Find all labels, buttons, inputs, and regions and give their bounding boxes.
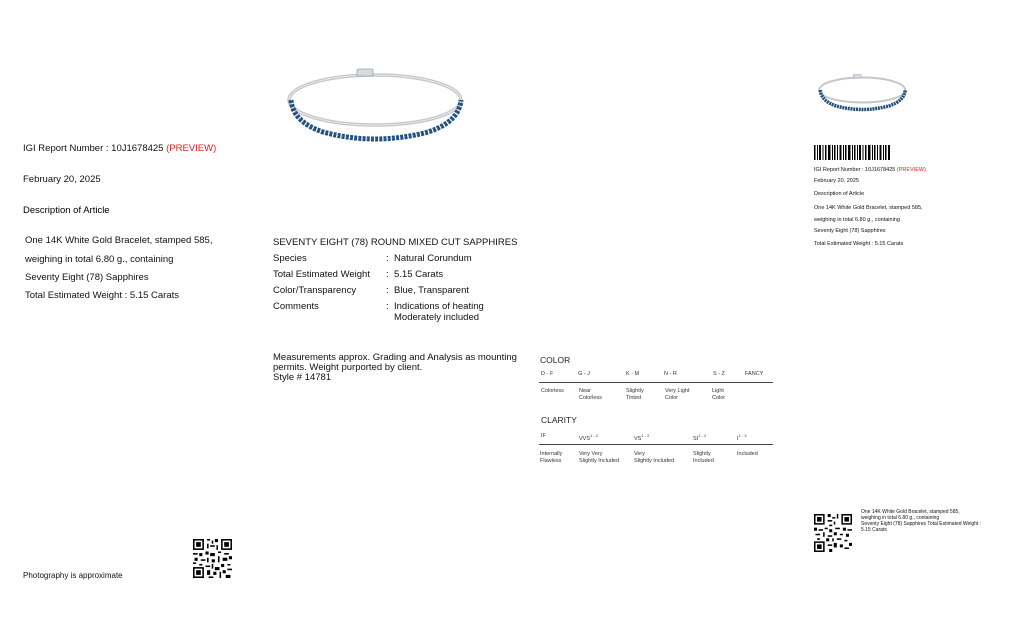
color-desc: Colorless: [541, 388, 564, 394]
bracelet-image: [283, 60, 468, 152]
total-weight-small: Total Estimated Weight : 5.15 Carats: [814, 241, 904, 247]
details-key: Total Estimated Weight: [273, 269, 370, 280]
details-key: Color/Transparency: [273, 285, 357, 296]
report-number: [23, 143, 216, 154]
clarity-desc: Very Very Slightly Included: [579, 451, 620, 464]
details-value: 5.15 Carats: [394, 269, 444, 280]
report-date: February 20, 2025: [23, 174, 101, 185]
report-number-label: IGI Report Number : 10J1678425: [814, 167, 897, 173]
details-sep: :: [386, 285, 389, 296]
details-value: [394, 301, 544, 323]
description-line: One 14K White Gold Bracelet, stamped 585,: [814, 205, 923, 211]
details-row: [273, 301, 544, 323]
total-weight: Total Estimated Weight : 5.15 Carats: [25, 290, 180, 301]
clarity-grade: VVS$^{1 - 2}$: [579, 433, 599, 442]
details-row: [273, 285, 544, 296]
clarity-desc: Included: [737, 451, 758, 457]
card-text-line: weighing in total 6.80 g., containing: [861, 515, 940, 521]
description-line: weighing in total 6.80 g., containing: [814, 216, 900, 223]
clarity-scale-divider: [539, 444, 773, 445]
notes-line: permits. Weight purported by client.: [273, 362, 423, 373]
details-sep: :: [386, 253, 389, 264]
card-text-line: 5.15 Carats: [861, 527, 887, 533]
color-grade: N - R: [664, 371, 677, 377]
description-block: [25, 232, 212, 288]
details-value: Natural Corundum: [394, 253, 472, 264]
color-grade: G - J: [578, 371, 590, 377]
clarity-grade: VS$^{1 - 2}$: [634, 433, 650, 442]
qr-code-icon: [193, 539, 232, 578]
stone-heading: SEVENTY EIGHT (78) ROUND MIXED CUT SAPPHIRES: [273, 237, 518, 248]
report-date-small: February 20, 2025: [814, 178, 859, 184]
clarity-grade: SI$^{1 - 2}$: [693, 433, 707, 442]
notes-line: Measurements approx. Grading and Analysis as mounting: [273, 352, 517, 363]
color-desc: Light Color: [712, 388, 726, 401]
preview-label: (PREVIEW): [896, 167, 926, 173]
color-scale-divider: [539, 382, 773, 383]
color-grade: FANCY: [745, 371, 764, 377]
report-number-small: [814, 167, 926, 174]
details-sep: :: [386, 269, 389, 280]
details-value-line: Indications of heating: [394, 301, 484, 312]
color-desc: Slightly Tinted: [626, 388, 644, 401]
description-title-small: Description of Article: [814, 191, 865, 197]
photo-note: Photography is approximate: [23, 571, 123, 580]
bracelet-image: [815, 70, 910, 116]
description-block-small: [814, 203, 923, 238]
clarity-grade: IF: [541, 433, 546, 439]
details-row: [273, 253, 544, 264]
card-text: [861, 509, 981, 533]
report-number-label: IGI Report Number : 10J1678425: [23, 143, 167, 154]
card-text-line: Seventy Eight (78) Sapphires Total Estimated Weight :: [861, 521, 982, 527]
description-line: Seventy Eight (78) Sapphires: [25, 272, 149, 283]
details-key: Comments: [273, 301, 319, 312]
clarity-grade: $I^{1 - 3}$: [737, 433, 747, 442]
details-value-line: Moderately included: [394, 312, 480, 323]
details-value: Blue, Transparent: [394, 285, 469, 296]
clarity-desc: Very Slightly Included: [634, 451, 675, 464]
color-grade: D - F: [541, 371, 554, 377]
details-key: Species: [273, 253, 307, 264]
description-line: weighing in total 6.80 g., containing: [25, 253, 174, 265]
details-row: [273, 269, 544, 280]
details-table: [273, 253, 544, 323]
notes-block: [273, 353, 517, 383]
color-desc: Very Light Color: [665, 388, 690, 401]
color-grade: K - M: [626, 371, 640, 377]
description-line: Seventy Eight (78) Sapphires: [814, 228, 886, 234]
description-title: Description of Article: [23, 205, 110, 216]
barcode-icon: [814, 145, 890, 160]
preview-label: (PREVIEW): [166, 143, 217, 154]
details-sep: :: [386, 301, 389, 312]
color-grade: S - Z: [713, 371, 725, 377]
clarity-desc: Slightly Included: [693, 451, 714, 464]
color-desc: Near Colorless: [579, 388, 602, 401]
color-scale-title: COLOR: [540, 355, 571, 365]
qr-code-icon: [814, 514, 852, 552]
card-text-line: One 14K White Gold Bracelet, stamped 585,: [861, 509, 960, 515]
description-line: One 14K White Gold Bracelet, stamped 585,: [25, 235, 213, 246]
notes-line: Style # 14781: [273, 372, 332, 383]
clarity-desc: Internally Flawless: [540, 451, 563, 464]
clarity-scale-title: CLARITY: [541, 415, 577, 425]
